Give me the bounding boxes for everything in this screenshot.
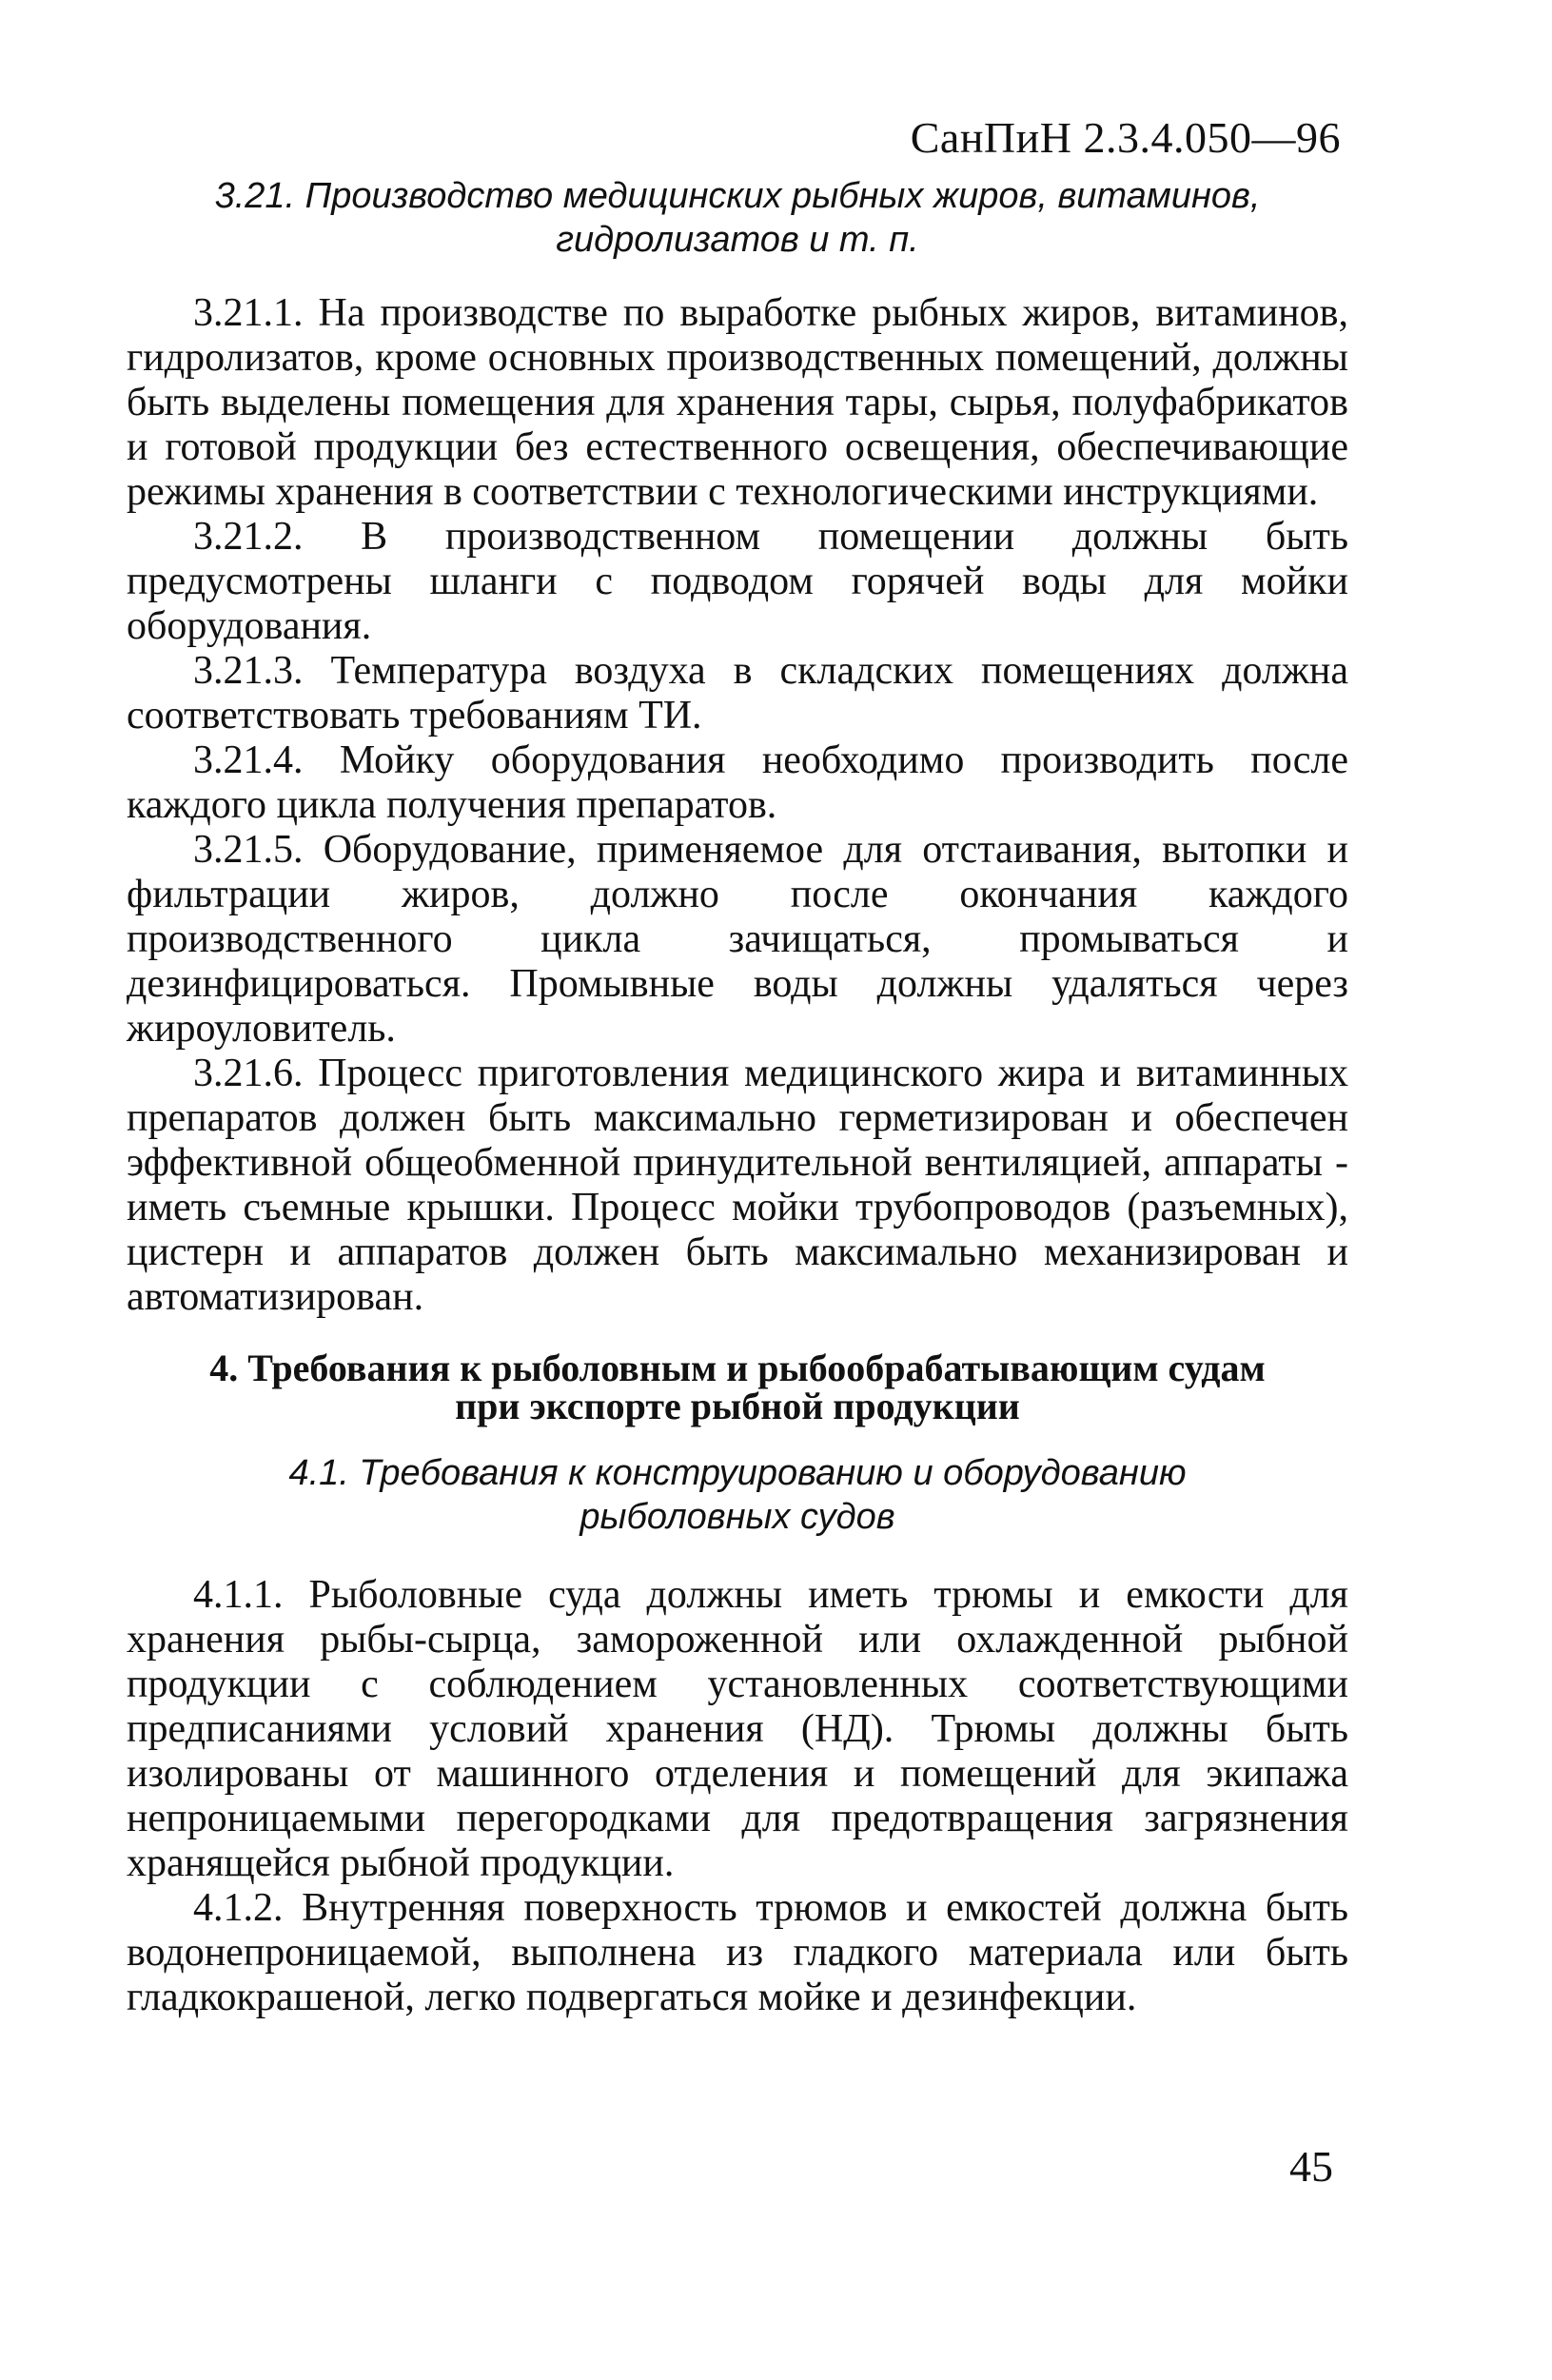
section-title-line: 4. Требования к рыболовным и рыбообрабатывающим судам — [209, 1347, 1266, 1389]
paragraph-3-21-2: 3.21.2. В производственном помещении должны быть предусмотрены шланги с подводом горячей воды для мойки оборудования. — [127, 515, 1348, 648]
paragraph-3-21-1: 3.21.1. На производстве по выработке рыбных жиров, витаминов, гидролизатов, кроме основных производственных помещений, должны быть выделены помещения для хранения тары, сырья, полуфабрикатов и готовой продукции без естественного освещения, обеспечивающие режимы хранения в соответствии с технологическими инструкциями. — [127, 291, 1348, 514]
section-title-4 — [127, 1349, 1348, 1426]
section-3-21-body — [127, 291, 1348, 1320]
paragraph-3-21-6: 3.21.6. Процесс приготовления медицинского жира и витаминных препаратов должен быть максимально герметизирован и обеспечен эффективной общеобменной принудительной вентиляцией, аппараты - иметь съемные крышки. Процесс мойки трубопроводов (разъемных), цистерн и аппаратов должен быть максимально механизирован и автоматизирован. — [127, 1052, 1348, 1319]
subsection-title-line: 4.1. Требования к конструированию и оборудованию — [288, 1453, 1187, 1493]
subsection-title-line: рыболовных судов — [580, 1497, 895, 1537]
paragraph-4-1-2: 4.1.2. Внутренняя поверхность трюмов и емкостей должна быть водонепроницаемой, выполнена из гладкого материала или быть гладкокрашеной, легко подвергаться мойке и дезинфекции. — [127, 1886, 1348, 2019]
subsection-title-3-21 — [127, 174, 1348, 262]
paragraph-3-21-4: 3.21.4. Мойку оборудования необходимо производить после каждого цикла получения препаратов. — [127, 738, 1348, 827]
page-number: 45 — [1289, 2142, 1333, 2191]
section-4-1-body — [127, 1573, 1348, 2020]
paragraph-3-21-3: 3.21.3. Температура воздуха в складских помещениях должна соответствовать требованиям ТИ. — [127, 649, 1348, 738]
subsection-title-4-1 — [127, 1451, 1348, 1539]
subsection-title-line: 3.21. Производство медицинских рыбных жиров, витаминов, — [214, 176, 1261, 216]
subsection-title-line: гидролизатов и т. п. — [556, 220, 919, 260]
paragraph-3-21-5: 3.21.5. Оборудование, применяемое для отстаивания, вытопки и фильтрации жиров, должно после окончания каждого производственного цикла зачищаться, промываться и дезинфицироваться. Промывные воды должны удаляться через жироуловитель. — [127, 828, 1348, 1051]
section-title-line: при экспорте рыбной продукции — [455, 1385, 1020, 1427]
document-code: СанПиН 2.3.4.050—96 — [910, 113, 1341, 162]
paragraph-4-1-1: 4.1.1. Рыболовные суда должны иметь трюмы и емкости для хранения рыбы-сырца, замороженной или охлажденной рыбной продукции с соблюдением установленных соответствующими предписаниями условий хранения (НД). Трюмы должны быть изолированы от машинного отделения и помещений для экипажа непроницаемыми перегородками для предотвращения загрязнения хранящейся рыбной продукции. — [127, 1573, 1348, 1885]
